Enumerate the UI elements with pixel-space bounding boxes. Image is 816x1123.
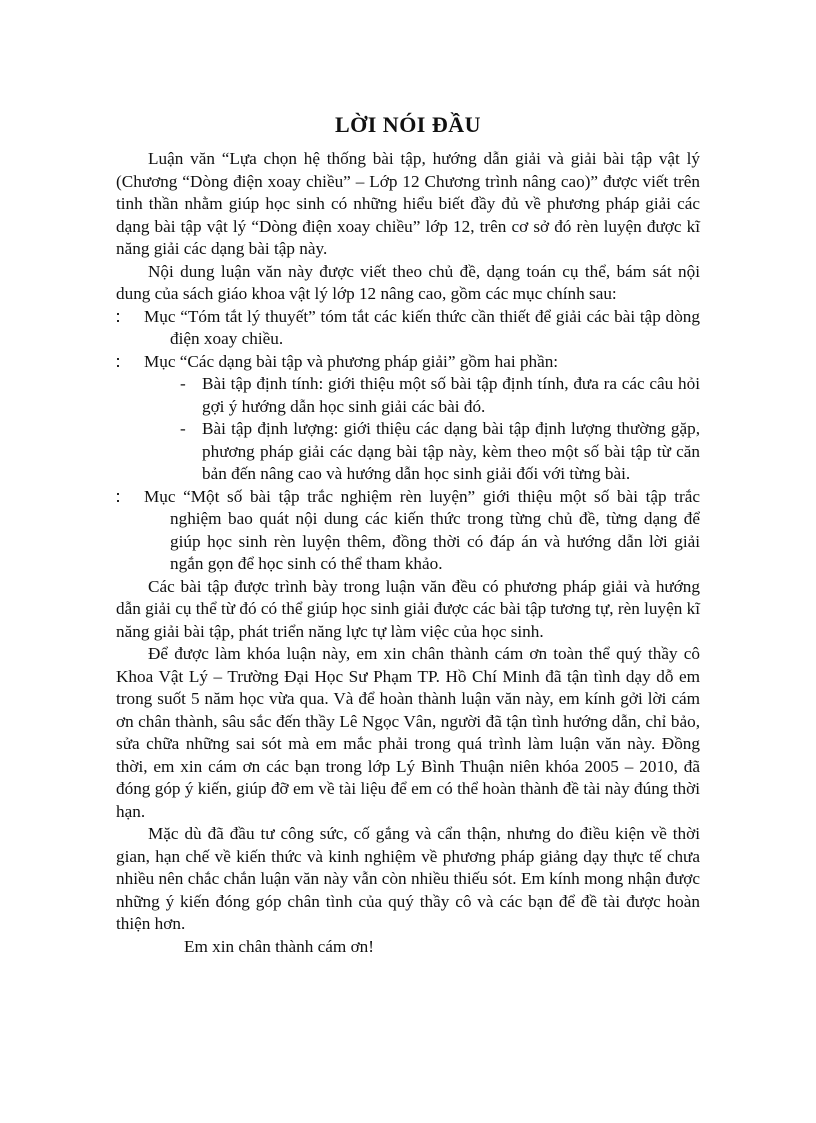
closing-line: Em xin chân thành cám ơn!: [184, 936, 374, 956]
list-item: [116, 351, 700, 374]
list-item-text: Mục “Các dạng bài tập và phương pháp giải” gồm hai phần:: [144, 351, 559, 371]
sub-list-item-text: Bài tập định tính: giới thiệu một số bài tập định tính, đưa ra các câu hỏi gợi ý hướng dẫn học sinh giải các bài đó.: [202, 374, 700, 416]
intro-paragraph: Luận văn “Lựa chọn hệ thống bài tập, hướng dẫn giải và giải bài tập vật lý (Chương “Dòng điện xoay chiều” – Lớp 12 Chương trình nâng cao)” được viết trên tinh thần nhằm giúp học sinh có những hiểu biết đầy đủ về phương pháp giải các dạng bài tập vật lý “Dòng điện xoay chiều” lớp 12, trên cơ sở đó rèn luyện được kĩ năng giải các dạng bài tập này.: [116, 149, 700, 258]
dash-marker: -: [180, 374, 186, 393]
sub-list-item: [116, 373, 700, 418]
list-item-text: Mục “Tóm tắt lý thuyết” tóm tắt các kiến thức cần thiết để giải các bài tập dòng điện xoay chiều.: [144, 306, 700, 348]
dash-marker: -: [180, 419, 186, 438]
bullet-icon: [116, 312, 122, 324]
bullet-icon: [116, 357, 122, 369]
section-list: [116, 306, 700, 374]
list-item: [116, 306, 700, 351]
method-paragraph: Các bài tập được trình bày trong luận văn đều có phương pháp giải và hướng dẫn giải cụ thể từ đó có thể giúp học sinh giải được các bài tập tương tự, rèn luyện kĩ năng giải bài tập, phát triển năng lực tự làm việc của học sinh.: [116, 576, 700, 641]
content-paragraph: Nội dung luận văn này được viết theo chủ đề, dạng toán cụ thể, bám sát nội dung của sách giáo khoa vật lý lớp 12 nâng cao, gồm các mục chính sau:: [116, 261, 700, 303]
section-list: [116, 486, 700, 576]
sub-list-item: [116, 418, 700, 486]
list-item: [116, 486, 700, 576]
limitations-paragraph: Mặc dù đã đầu tư công sức, cố gắng và cẩn thận, nhưng do điều kiện về thời gian, hạn chế về kiến thức và kinh nghiệm về phương pháp giảng dạy thực tế chưa nhiều nên chắc chắn luận văn này vẫn còn nhiều thiếu sót. Em kính mong nhận được những ý kiến đóng góp chân tình của quý thầy cô và các bạn để đề tài được hoàn thiện hơn.: [116, 824, 700, 933]
page-title: LỜI NÓI ĐẦU: [334, 112, 482, 137]
bullet-icon: [116, 492, 122, 504]
list-item-text: Mục “Một số bài tập trắc nghiệm rèn luyện” giới thiệu một số bài tập trắc nghiệm bao quát nội dung các kiến thức trong từng chủ đề, từng dạng để giúp học sinh rèn luyện thêm, đồng thời có đáp án và hướng dẫn lời giải ngắn gọn để học sinh có thể tham khảo.: [144, 486, 700, 573]
thanks-paragraph: Để được làm khóa luận này, em xin chân thành cám ơn toàn thể quý thầy cô Khoa Vật Lý – Trường Đại Học Sư Phạm TP. Hồ Chí Minh đã tận tình dạy dỗ em trong suốt 5 năm học vừa qua. Và để hoàn thành luận văn này, em kính gởi lời cám ơn chân thành, sâu sắc đến thầy Lê Ngọc Vân, người đã tận tình hướng dẫn, chỉ bảo, sửa chữa những sai sót mà em mắc phải trong quá trình làm luận văn này. Đồng thời, em xin cám ơn các bạn trong lớp Lý Bình Thuận niên khóa 2005 – 2010, đã đóng góp ý kiến, giúp đỡ em về tài liệu để em có thể hoàn thành đề tài này đúng thời hạn.: [116, 644, 700, 821]
sub-list: [116, 373, 700, 486]
document-page: [116, 112, 700, 958]
sub-list-item-text: Bài tập định lượng: giới thiệu các dạng bài tập định lượng thường gặp, phương pháp giải các dạng bài tập này, kèm theo một số bài tập từ căn bản đến nâng cao và hướng dẫn học sinh giải đối với từng bài.: [202, 419, 700, 483]
